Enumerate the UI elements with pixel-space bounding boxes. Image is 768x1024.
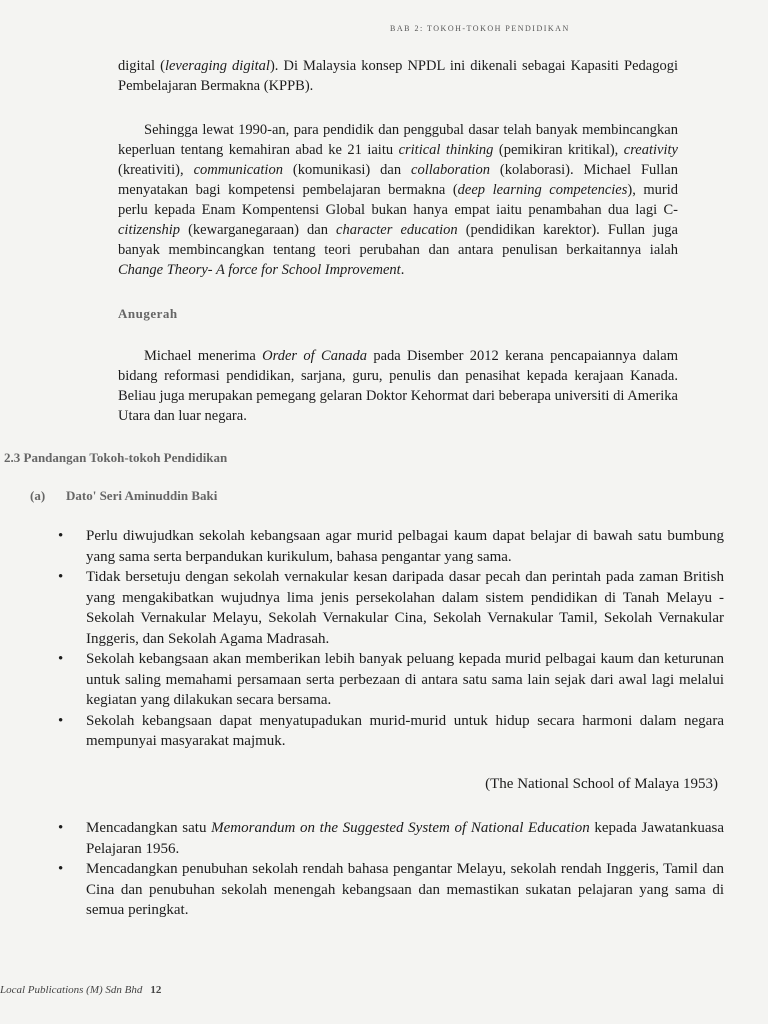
list-item-text: Sekolah kebangsaan akan memberikan lebih banyak peluang kepada murid pelbagai kaum dan keturunan untuk saling memahami persamaan serta perbezaan di antara satu sama lain sejak dari awal lagi melalui kegiatan yang dilakukan secara bersama.	[86, 651, 724, 708]
paragraph-italic: critical thinking	[398, 142, 494, 158]
bullet-icon: •	[58, 861, 64, 877]
paragraph-italic: collaboration	[411, 162, 490, 178]
paragraph-text: (pendidikan karektor). Fullan juga banyak membincangkan tentang teori perubahan dan antara penulisan berkaitannya ialah	[118, 222, 678, 258]
list-item	[58, 649, 724, 711]
list-item-text: Mencadangkan penubuhan sekolah rendah bahasa pengantar Melayu, sekolah rendah Inggeris, Tamil dan Cina dan penubuhan sekolah menengah kebangsaan dan memastikan sukatan pelajaran yang sama di semua peringkat.	[86, 861, 724, 918]
paragraph-text: (komunikasi) dan	[282, 162, 412, 178]
paragraph-italic: character education	[336, 222, 458, 238]
list-item	[58, 818, 724, 859]
bullet-icon: •	[58, 528, 64, 544]
paragraph-italic: deep learning competencies	[457, 182, 628, 198]
list-item	[58, 859, 724, 921]
intro-paragraph	[118, 56, 678, 96]
subsection-title: Dato' Seri Aminuddin Baki	[66, 488, 218, 503]
paragraph-text: (kreativiti),	[118, 162, 194, 178]
list-item-text: Perlu diwujudkan sekolah kebangsaan agar murid pelbagai kaum dapat belajar di bawah satu bumbung yang sama serta berpandukan kurikulum, bahasa pengantar yang sama.	[86, 528, 724, 565]
list-item-text: Mencadangkan satu	[86, 820, 212, 836]
paragraph-italic: creativity	[623, 142, 678, 158]
bullet-icon: •	[58, 820, 64, 836]
section-heading: 2.3 Pandangan Tokoh-tokoh Pendidikan	[4, 450, 228, 465]
list-item	[58, 567, 724, 649]
bullet-list	[58, 526, 724, 752]
page-footer	[0, 984, 161, 996]
list-item-text: Tidak bersetuju dengan sekolah vernakular kesan daripada dasar pecah dan perintah pada zaman British yang mengakibatkan wujudnya lima jenis persekolahan dalam sistem pendidikan di Tanah Melayu - Sekolah Vernakular Melayu, Sekolah Vernakular Cina, Sekolah Vernakular Tamil, Sekolah Vernakular Inggeris, dan Sekolah Agama Madrasah.	[86, 569, 724, 647]
paragraph-text: pada Disember 2012 kerana pencapaiannya dalam bidang reformasi pendidikan, sarjana, guru, penulis dan penasihat kepada kerajaan Kanada. Beliau juga merupakan pemegang gelaran Doktor Kehormat dari beberapa universiti di Amerika Utara dan luar negara.	[118, 348, 678, 424]
paragraph-text: ), murid perlu kepada Enam Kompentensi Global bukan hanya empat iaitu penambahan dua lagi C-	[118, 182, 679, 218]
paragraph-text: .	[400, 262, 405, 278]
bullet-list	[58, 818, 724, 921]
list-item-italic: Memorandum on the Suggested System of National Education	[211, 820, 590, 836]
subsection-heading	[30, 488, 217, 504]
list-item	[58, 526, 724, 567]
paragraph-italic: Change Theory- A force for School Improvement	[118, 262, 401, 278]
running-header: BAB 2: TOKOH-TOKOH PENDIDIKAN	[390, 24, 570, 33]
paragraph-text: (pemikiran kritikal),	[493, 142, 624, 158]
award-paragraph	[118, 346, 678, 426]
anugerah-heading: Anugerah	[118, 306, 178, 321]
paragraph-text: (kewarganegaraan) dan	[180, 222, 337, 238]
intro-text: ). Di Malaysia konsep NPDL ini dikenali sebagai Kapasiti Pedagogi Pembelajaran Bermakna (KPPB).	[118, 58, 678, 94]
paragraph-italic: Order of Canada	[262, 348, 367, 364]
intro-text: digital (	[118, 58, 165, 74]
bullet-icon: •	[58, 651, 64, 667]
list-item-text: kepada Jawatankuasa Pelajaran 1956.	[86, 820, 724, 857]
list-item-text: Sekolah kebangsaan dapat menyatupadukan murid-murid untuk hidup secara harmoni dalam negara mempunyai masyarakat majmuk.	[86, 712, 724, 749]
page-number: 12	[150, 984, 162, 996]
bullet-icon: •	[58, 712, 64, 729]
paragraph-text: Sehingga lewat 1990-an, para pendidik dan penggubal dasar telah banyak membincangkan keperluan tentang kemahiran abad ke 21 iaitu	[118, 122, 678, 158]
fullan-paragraph	[118, 120, 678, 280]
publisher-name: Local Publications (M) Sdn Bhd	[0, 984, 143, 996]
paragraph-text: (kolaborasi). Michael Fullan menyatakan bagi kompetensi pembelajaran bermakna (	[118, 162, 678, 198]
intro-italic: leveraging digital	[164, 58, 270, 74]
paragraph-text: Michael menerima	[144, 348, 263, 364]
paragraph-italic: citizenship	[118, 222, 181, 238]
list-item	[58, 711, 724, 752]
paragraph-italic: communication	[193, 162, 283, 178]
bullet-icon: •	[58, 569, 64, 585]
citation: (The National School of Malaya 1953)	[485, 776, 718, 792]
subsection-label: (a)	[30, 488, 46, 503]
